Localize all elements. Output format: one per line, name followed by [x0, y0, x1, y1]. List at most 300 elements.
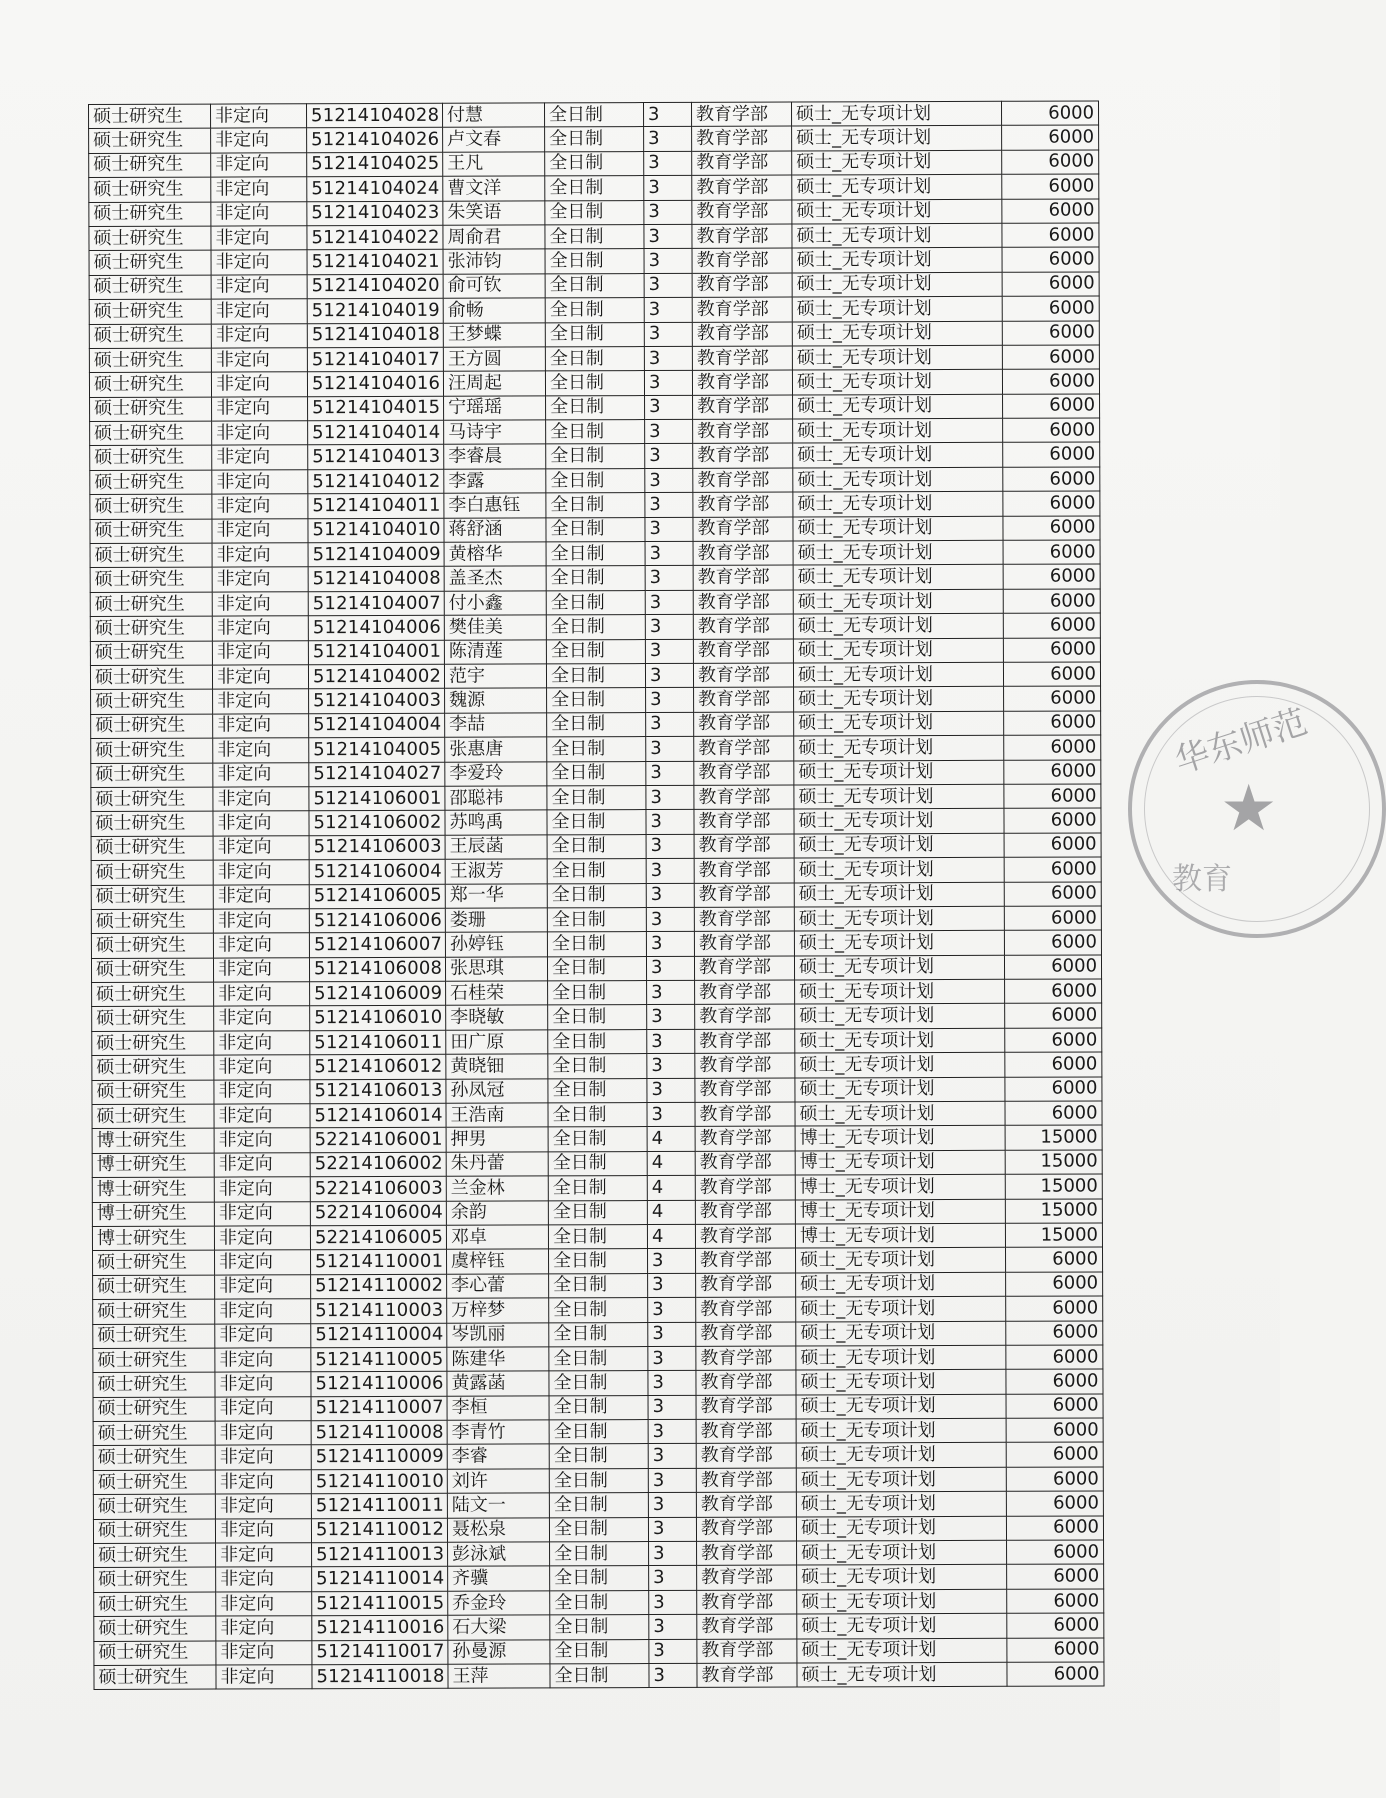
- cell-name: 陈建华: [447, 1347, 549, 1372]
- cell-type: 硕士研究生: [93, 1421, 215, 1446]
- cell-mode: 全日制: [547, 785, 646, 810]
- cell-amount: 6000: [1004, 955, 1101, 980]
- cell-direction: 非定向: [213, 811, 309, 836]
- cell-college: 教育学部: [692, 297, 792, 322]
- cell-plan: 硕士_无专项计划: [793, 443, 1003, 468]
- table-row: [89, 296, 1099, 324]
- cell-direction: 非定向: [213, 860, 309, 885]
- cell-mode: 全日制: [545, 176, 644, 201]
- cell-mode: 全日制: [546, 517, 645, 542]
- cell-id: 52214106002: [310, 1152, 446, 1177]
- cell-plan: 硕士_无专项计划: [795, 1248, 1005, 1273]
- cell-type: 硕士研究生: [89, 128, 211, 153]
- cell-direction: 非定向: [215, 1348, 311, 1373]
- cell-type: 硕士研究生: [91, 885, 213, 910]
- table-row: [93, 1369, 1103, 1397]
- cell-amount: 6000: [1007, 1540, 1104, 1565]
- cell-amount: 6000: [1006, 1320, 1103, 1345]
- cell-plan: 硕士_无专项计划: [794, 906, 1004, 931]
- cell-name: 邓卓: [446, 1225, 548, 1250]
- cell-id: 51214104020: [307, 274, 443, 299]
- cell-id: 51214104017: [307, 347, 443, 372]
- cell-college: 教育学部: [694, 956, 794, 981]
- cell-id: 51214110012: [311, 1518, 447, 1543]
- cell-direction: 非定向: [211, 323, 307, 348]
- cell-id: 52214106004: [310, 1201, 446, 1226]
- cell-years: 3: [644, 249, 692, 274]
- cell-type: 硕士研究生: [93, 1250, 215, 1275]
- table-row: [94, 1589, 1104, 1617]
- cell-years: 3: [648, 1273, 696, 1298]
- table-row: [91, 808, 1101, 836]
- table-row: [93, 1394, 1103, 1422]
- cell-amount: 6000: [1004, 711, 1101, 736]
- cell-college: 教育学部: [692, 248, 792, 273]
- cell-college: 教育学部: [692, 175, 792, 200]
- table-row: [90, 613, 1100, 641]
- cell-name: 王梦蝶: [443, 322, 545, 347]
- cell-years: 3: [645, 663, 693, 688]
- cell-type: 硕士研究生: [90, 616, 212, 641]
- cell-college: 教育学部: [696, 1419, 796, 1444]
- cell-direction: 非定向: [211, 128, 307, 153]
- cell-plan: 硕士_无专项计划: [794, 809, 1004, 834]
- cell-college: 教育学部: [691, 102, 791, 127]
- cell-direction: 非定向: [214, 1055, 310, 1080]
- cell-plan: 硕士_无专项计划: [794, 687, 1004, 712]
- cell-mode: 全日制: [548, 1054, 647, 1079]
- cell-type: 硕士研究生: [92, 1055, 214, 1080]
- cell-name: 魏源: [445, 688, 547, 713]
- cell-name: 俞畅: [443, 298, 545, 323]
- table-row: [93, 1247, 1103, 1275]
- cell-direction: 非定向: [212, 665, 308, 690]
- cell-name: 付小鑫: [444, 591, 546, 616]
- cell-type: 硕士研究生: [93, 1470, 215, 1495]
- cell-college: 教育学部: [693, 639, 793, 664]
- cell-id: 51214104009: [308, 542, 444, 567]
- cell-mode: 全日制: [545, 371, 644, 396]
- cell-name: 李露: [444, 469, 546, 494]
- cell-type: 硕士研究生: [90, 543, 212, 568]
- cell-plan: 硕士_无专项计划: [794, 760, 1004, 785]
- cell-plan: 硕士_无专项计划: [796, 1321, 1006, 1346]
- seal-top-text: 华东师范: [1170, 701, 1312, 782]
- cell-type: 硕士研究生: [89, 275, 211, 300]
- table-row: [90, 589, 1100, 617]
- cell-id: 51214104025: [307, 152, 443, 177]
- cell-name: 王辰菡: [445, 835, 547, 860]
- cell-years: 3: [648, 1493, 696, 1518]
- cell-name: 李爱玲: [445, 761, 547, 786]
- cell-name: 陈清莲: [444, 639, 546, 664]
- cell-college: 教育学部: [696, 1370, 796, 1395]
- cell-mode: 全日制: [545, 127, 644, 152]
- cell-type: 硕士研究生: [92, 982, 214, 1007]
- cell-type: 硕士研究生: [92, 1007, 214, 1032]
- cell-mode: 全日制: [548, 1005, 647, 1030]
- cell-college: 教育学部: [694, 883, 794, 908]
- cell-years: 3: [646, 858, 694, 883]
- cell-mode: 全日制: [548, 1225, 647, 1250]
- cell-mode: 全日制: [546, 493, 645, 518]
- cell-name: 张沛钧: [443, 249, 545, 274]
- cell-mode: 全日制: [547, 907, 646, 932]
- cell-plan: 硕士_无专项计划: [793, 614, 1003, 639]
- cell-college: 教育学部: [697, 1541, 797, 1566]
- cell-college: 教育学部: [696, 1395, 796, 1420]
- cell-mode: 全日制: [549, 1517, 648, 1542]
- cell-name: 娄珊: [445, 908, 547, 933]
- cell-years: 3: [649, 1615, 697, 1640]
- cell-id: 51214104005: [309, 737, 445, 762]
- cell-id: 51214106010: [310, 1006, 446, 1031]
- cell-type: 硕士研究生: [91, 714, 213, 739]
- cell-amount: 6000: [1005, 979, 1102, 1004]
- cell-type: 硕士研究生: [94, 1543, 216, 1568]
- cell-direction: 非定向: [212, 445, 308, 470]
- cell-mode: 全日制: [547, 688, 646, 713]
- cell-id: 51214104018: [307, 323, 443, 348]
- cell-amount: 6000: [1006, 1491, 1103, 1516]
- cell-plan: 硕士_无专项计划: [796, 1370, 1006, 1395]
- cell-years: 3: [646, 810, 694, 835]
- cell-direction: 非定向: [211, 250, 307, 275]
- cell-mode: 全日制: [548, 1103, 647, 1128]
- cell-plan: 硕士_无专项计划: [792, 126, 1002, 151]
- cell-college: 教育学部: [693, 517, 793, 542]
- cell-college: 教育学部: [694, 858, 794, 883]
- cell-type: 硕士研究生: [91, 738, 213, 763]
- cell-mode: 全日制: [549, 1468, 648, 1493]
- cell-plan: 硕士_无专项计划: [792, 248, 1002, 273]
- cell-direction: 非定向: [211, 226, 307, 251]
- cell-amount: 6000: [1003, 564, 1100, 589]
- table-row: [89, 247, 1099, 275]
- cell-college: 教育学部: [696, 1468, 796, 1493]
- cell-id: 51214106006: [309, 908, 445, 933]
- cell-amount: 6000: [1005, 1247, 1102, 1272]
- table-row: [89, 345, 1099, 373]
- cell-id: 51214104008: [308, 567, 444, 592]
- cell-amount: 6000: [1002, 150, 1099, 175]
- cell-amount: 6000: [1003, 467, 1100, 492]
- cell-name: 聂松泉: [447, 1518, 549, 1543]
- cell-id: 51214110005: [311, 1347, 447, 1372]
- cell-amount: 6000: [1003, 638, 1100, 663]
- cell-type: 硕士研究生: [91, 958, 213, 983]
- cell-amount: 6000: [1003, 613, 1100, 638]
- table-row: [93, 1296, 1103, 1324]
- cell-mode: 全日制: [548, 1200, 647, 1225]
- cell-years: 3: [647, 1005, 695, 1030]
- cell-amount: 15000: [1005, 1174, 1102, 1199]
- table-row: [90, 564, 1100, 592]
- cell-id: 51214110015: [312, 1591, 448, 1616]
- cell-years: 3: [646, 737, 694, 762]
- cell-name: 李睿晨: [444, 444, 546, 469]
- cell-years: 3: [647, 1029, 695, 1054]
- cell-name: 王萍: [448, 1664, 550, 1689]
- cell-plan: 硕士_无专项计划: [797, 1662, 1007, 1687]
- cell-college: 教育学部: [696, 1346, 796, 1371]
- cell-type: 硕士研究生: [90, 470, 212, 495]
- cell-mode: 全日制: [545, 298, 644, 323]
- cell-college: 教育学部: [696, 1444, 796, 1469]
- cell-name: 黄榕华: [444, 542, 546, 567]
- cell-direction: 非定向: [213, 957, 309, 982]
- cell-mode: 全日制: [547, 932, 646, 957]
- cell-years: 4: [647, 1200, 695, 1225]
- cell-name: 孙凤冠: [446, 1079, 548, 1104]
- cell-name: 李喆: [445, 713, 547, 738]
- cell-plan: 硕士_无专项计划: [795, 1077, 1005, 1102]
- cell-amount: 6000: [1002, 369, 1099, 394]
- cell-college: 教育学部: [697, 1639, 797, 1664]
- cell-direction: 非定向: [213, 787, 309, 812]
- cell-mode: 全日制: [546, 444, 645, 469]
- cell-amount: 15000: [1005, 1125, 1102, 1150]
- cell-id: 51214104021: [307, 250, 443, 275]
- cell-plan: 硕士_无专项计划: [797, 1565, 1007, 1590]
- cell-mode: 全日制: [548, 1029, 647, 1054]
- cell-plan: 硕士_无专项计划: [794, 784, 1004, 809]
- cell-years: 4: [647, 1224, 695, 1249]
- cell-name: 郑一华: [445, 883, 547, 908]
- table-row: [90, 442, 1100, 470]
- cell-college: 教育学部: [695, 1151, 795, 1176]
- table-row: [90, 516, 1100, 544]
- cell-mode: 全日制: [549, 1273, 648, 1298]
- table-row: [92, 1174, 1102, 1202]
- table-row: [90, 540, 1100, 568]
- cell-amount: 6000: [1003, 516, 1100, 541]
- cell-years: 4: [647, 1176, 695, 1201]
- cell-years: 3: [648, 1346, 696, 1371]
- cell-id: 51214110004: [311, 1323, 447, 1348]
- cell-name: 朱丹蕾: [446, 1152, 548, 1177]
- cell-type: 硕士研究生: [89, 104, 211, 129]
- cell-id: 51214104026: [307, 128, 443, 153]
- cell-id: 51214104001: [308, 640, 444, 665]
- table-row: [92, 1150, 1102, 1178]
- table-row: [92, 1052, 1102, 1080]
- cell-plan: 博士_无专项计划: [795, 1223, 1005, 1248]
- cell-amount: 6000: [1005, 1101, 1102, 1126]
- cell-name: 李白惠钰: [444, 493, 546, 518]
- cell-mode: 全日制: [547, 883, 646, 908]
- cell-amount: 6000: [1004, 930, 1101, 955]
- cell-mode: 全日制: [546, 468, 645, 493]
- cell-amount: 6000: [1005, 1052, 1102, 1077]
- cell-type: 硕士研究生: [94, 1592, 216, 1617]
- cell-mode: 全日制: [548, 1078, 647, 1103]
- cell-years: 3: [646, 761, 694, 786]
- cell-years: 3: [645, 419, 693, 444]
- cell-amount: 6000: [1006, 1394, 1103, 1419]
- cell-plan: 硕士_无专项计划: [795, 1004, 1005, 1029]
- cell-mode: 全日制: [550, 1639, 649, 1664]
- table-row: [93, 1442, 1103, 1470]
- cell-college: 教育学部: [696, 1517, 796, 1542]
- cell-direction: 非定向: [212, 640, 308, 665]
- cell-years: 3: [648, 1298, 696, 1323]
- cell-years: 3: [645, 639, 693, 664]
- cell-name: 王浩南: [446, 1103, 548, 1128]
- cell-direction: 非定向: [216, 1665, 312, 1690]
- cell-plan: 硕士_无专项计划: [793, 565, 1003, 590]
- cell-id: 51214110011: [311, 1494, 447, 1519]
- cell-college: 教育学部: [693, 419, 793, 444]
- cell-name: 樊佳美: [444, 615, 546, 640]
- cell-id: 51214104010: [308, 518, 444, 543]
- cell-plan: 硕士_无专项计划: [794, 882, 1004, 907]
- cell-mode: 全日制: [545, 151, 644, 176]
- cell-type: 硕士研究生: [90, 494, 212, 519]
- cell-mode: 全日制: [550, 1542, 649, 1567]
- cell-plan: 硕士_无专项计划: [792, 174, 1002, 199]
- cell-amount: 6000: [1006, 1272, 1103, 1297]
- cell-name: 付慧: [442, 103, 544, 128]
- cell-direction: 非定向: [215, 1299, 311, 1324]
- cell-direction: 非定向: [215, 1323, 311, 1348]
- cell-id: 51214104004: [309, 713, 445, 738]
- cell-years: 3: [644, 224, 692, 249]
- table-row: [89, 369, 1099, 397]
- cell-direction: 非定向: [215, 1470, 311, 1495]
- cell-name: 王方圆: [443, 347, 545, 372]
- cell-mode: 全日制: [547, 834, 646, 859]
- cell-direction: 非定向: [215, 1396, 311, 1421]
- cell-name: 刘许: [447, 1469, 549, 1494]
- cell-college: 教育学部: [692, 346, 792, 371]
- cell-college: 教育学部: [693, 444, 793, 469]
- cell-id: 51214104015: [308, 396, 444, 421]
- cell-name: 乔金玲: [448, 1591, 550, 1616]
- cell-direction: 非定向: [213, 762, 309, 787]
- cell-amount: 6000: [1002, 345, 1099, 370]
- cell-mode: 全日制: [547, 956, 646, 981]
- cell-name: 黄晓钿: [446, 1054, 548, 1079]
- cell-name: 俞可钦: [443, 274, 545, 299]
- table-row: [93, 1272, 1103, 1300]
- cell-college: 教育学部: [695, 1224, 795, 1249]
- table-row: [92, 1223, 1102, 1251]
- cell-id: 51214110014: [312, 1567, 448, 1592]
- cell-mode: 全日制: [545, 322, 644, 347]
- cell-college: 教育学部: [695, 1078, 795, 1103]
- cell-direction: 非定向: [212, 396, 308, 421]
- cell-direction: 非定向: [215, 1421, 311, 1446]
- cell-name: 田广原: [446, 1030, 548, 1055]
- cell-college: 教育学部: [692, 370, 792, 395]
- cell-name: 李心蕾: [447, 1274, 549, 1299]
- official-seal: [1128, 680, 1386, 938]
- cell-type: 硕士研究生: [93, 1299, 215, 1324]
- cell-mode: 全日制: [548, 1127, 647, 1152]
- cell-plan: 博士_无专项计划: [795, 1199, 1005, 1224]
- cell-amount: 6000: [1003, 491, 1100, 516]
- cell-years: 3: [646, 932, 694, 957]
- cell-id: 51214104013: [308, 445, 444, 470]
- cell-type: 硕士研究生: [92, 1031, 214, 1056]
- table-row: [90, 467, 1100, 495]
- cell-name: 蒋舒涵: [444, 518, 546, 543]
- cell-direction: 非定向: [211, 274, 307, 299]
- cell-id: 51214110006: [311, 1372, 447, 1397]
- cell-id: 51214104006: [308, 615, 444, 640]
- cell-id: 51214104019: [307, 298, 443, 323]
- cell-direction: 非定向: [211, 177, 307, 202]
- cell-plan: 硕士_无专项计划: [796, 1467, 1006, 1492]
- cell-id: 51214106014: [310, 1103, 446, 1128]
- cell-type: 硕士研究生: [92, 1080, 214, 1105]
- cell-name: 李桓: [447, 1396, 549, 1421]
- cell-amount: 15000: [1005, 1199, 1102, 1224]
- cell-direction: 非定向: [214, 1031, 310, 1056]
- cell-id: 51214104028: [307, 103, 443, 128]
- cell-plan: 硕士_无专项计划: [794, 735, 1004, 760]
- cell-id: 51214110016: [312, 1615, 448, 1640]
- cell-amount: 6000: [1002, 199, 1099, 224]
- cell-college: 教育学部: [693, 565, 793, 590]
- table-row: [91, 784, 1101, 812]
- cell-direction: 非定向: [213, 884, 309, 909]
- cell-plan: 硕士_无专项计划: [796, 1394, 1006, 1419]
- table-row: [94, 1662, 1104, 1690]
- cell-mode: 全日制: [546, 420, 645, 445]
- cell-college: 教育学部: [695, 1248, 795, 1273]
- cell-mode: 全日制: [550, 1615, 649, 1640]
- cell-name: 邵聪祎: [445, 786, 547, 811]
- cell-years: 3: [648, 1419, 696, 1444]
- cell-college: 教育学部: [693, 663, 793, 688]
- cell-type: 硕士研究生: [90, 592, 212, 617]
- cell-id: 51214106009: [310, 981, 446, 1006]
- cell-direction: 非定向: [211, 299, 307, 324]
- cell-id: 51214106001: [309, 786, 445, 811]
- cell-college: 教育学部: [694, 907, 794, 932]
- cell-plan: 博士_无专项计划: [795, 1150, 1005, 1175]
- cell-direction: 非定向: [216, 1567, 312, 1592]
- cell-college: 教育学部: [693, 492, 793, 517]
- cell-years: 3: [649, 1566, 697, 1591]
- cell-college: 教育学部: [692, 126, 792, 151]
- cell-plan: 硕士_无专项计划: [795, 1053, 1005, 1078]
- cell-id: 51214104023: [307, 201, 443, 226]
- cell-direction: 非定向: [215, 1372, 311, 1397]
- cell-direction: 非定向: [214, 1201, 310, 1226]
- cell-type: 硕士研究生: [89, 226, 211, 251]
- cell-mode: 全日制: [548, 1151, 647, 1176]
- cell-plan: 硕士_无专项计划: [796, 1296, 1006, 1321]
- cell-amount: 6000: [1004, 857, 1101, 882]
- cell-direction: 非定向: [211, 104, 307, 129]
- table-row: [94, 1613, 1104, 1641]
- cell-type: 硕士研究生: [90, 567, 212, 592]
- cell-type: 硕士研究生: [90, 519, 212, 544]
- cell-name: 张惠唐: [445, 737, 547, 762]
- cell-college: 教育学部: [695, 1004, 795, 1029]
- cell-type: 硕士研究生: [90, 421, 212, 446]
- cell-direction: 非定向: [214, 1153, 310, 1178]
- cell-id: 51214106004: [309, 859, 445, 884]
- cell-type: 硕士研究生: [91, 860, 213, 885]
- cell-college: 教育学部: [697, 1590, 797, 1615]
- cell-type: 硕士研究生: [93, 1446, 215, 1471]
- cell-name: 曹文洋: [443, 176, 545, 201]
- table-row: [91, 735, 1101, 763]
